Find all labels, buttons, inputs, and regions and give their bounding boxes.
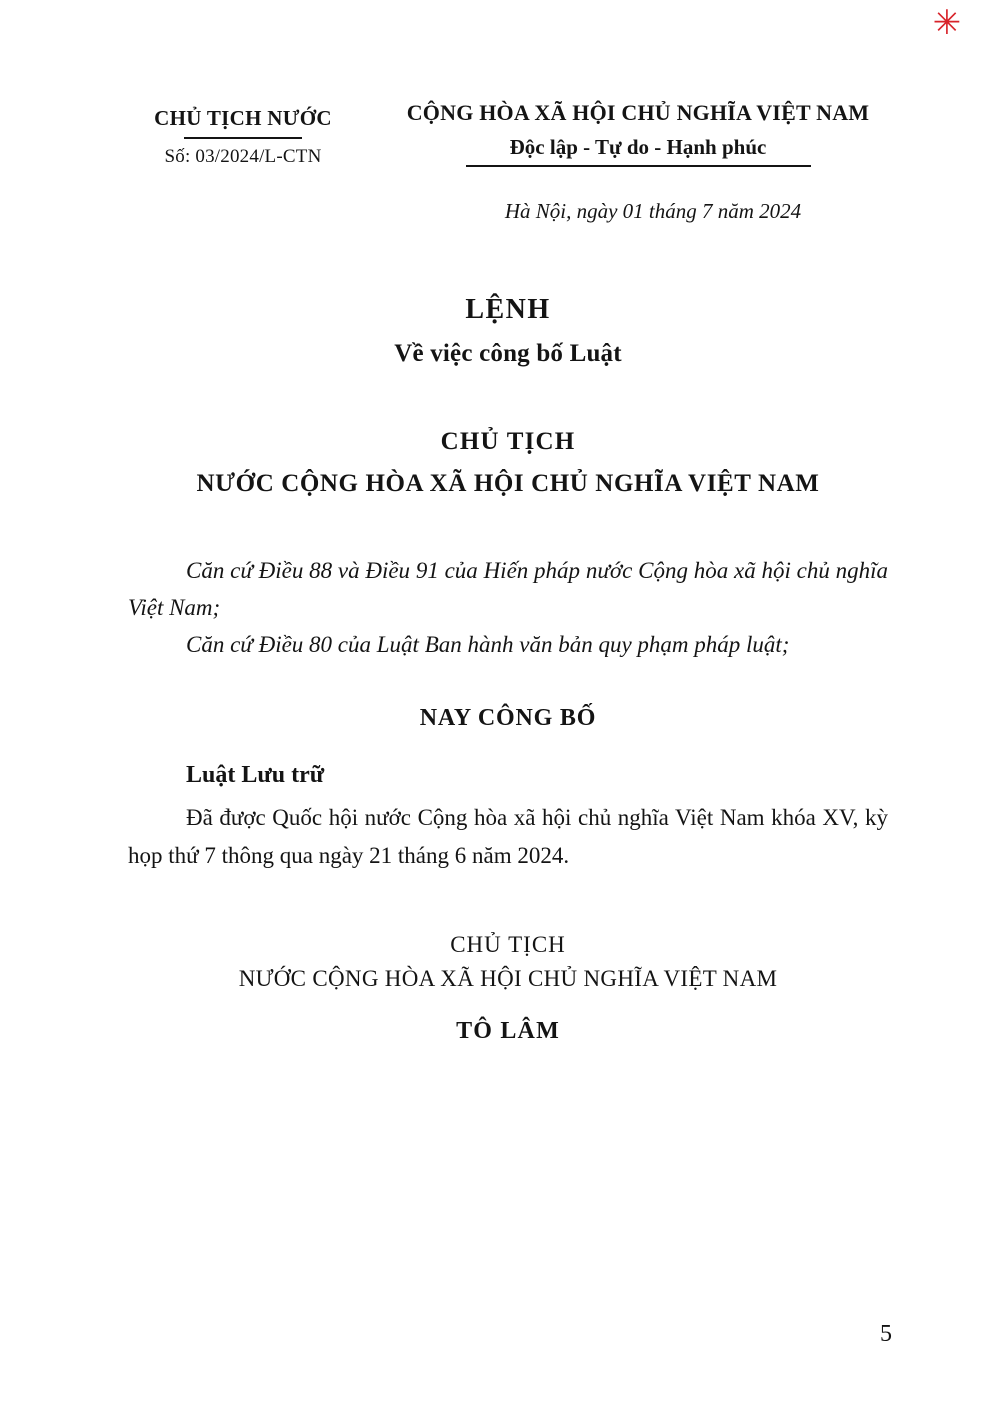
law-passage: Đã được Quốc hội nước Cộng hòa xã hội chủ nghĩa Việt Nam khóa XV, kỳ họp thứ 7 thông qua ngày 21 tháng 6 năm 2024. (128, 805, 888, 868)
document-number: Số: 03/2024/L-CTN (164, 145, 322, 167)
issuer-name: CHỦ TỊCH NƯỚC (154, 106, 332, 130)
signer-role: CHỦ TỊCH (450, 931, 566, 957)
title-block (128, 294, 888, 368)
nation-block (388, 100, 888, 224)
preamble-block (128, 552, 888, 664)
issuer-divider (184, 137, 302, 139)
page-number: 5 (880, 1321, 892, 1347)
law-passage-block (128, 799, 888, 874)
nation-name: CỘNG HÒA XÃ HỘI CHỦ NGHĨA VIỆT NAM (406, 100, 870, 125)
preamble-paragraph-2: Căn cứ Điều 80 của Luật Ban hành văn bản quy phạm pháp luật; (186, 632, 790, 658)
proclamation-heading: NAY CÔNG BỐ (419, 705, 597, 732)
signature-block (128, 932, 888, 1045)
dateline: Hà Nội, ngày 01 tháng 7 năm 2024 (504, 198, 802, 223)
document-content (128, 100, 888, 1045)
signer-state: NƯỚC CỘNG HÒA XÃ HỘI CHỦ NGHĨA VIỆT NAM (238, 965, 778, 991)
document-header (128, 100, 888, 224)
national-motto: Độc lập - Tự do - Hạnh phúc (509, 135, 767, 159)
law-name: Luật Lưu trữ (186, 762, 325, 789)
authority-state: NƯỚC CỘNG HÒA XÃ HỘI CHỦ NGHĨA VIỆT NAM (196, 469, 820, 497)
signer-name: TÔ LÂM (456, 1017, 560, 1044)
page-title: LỆNH (465, 293, 551, 325)
preamble-paragraph-1: Căn cứ Điều 88 và Điều 91 của Hiến pháp nước Cộng hòa xã hội chủ nghĩa Việt Nam; (128, 557, 888, 620)
authority-block (128, 428, 888, 498)
motto-divider (466, 165, 811, 167)
asterisk-icon: ✳ (932, 3, 962, 43)
page-subtitle: Về việc công bố Luật (394, 339, 622, 367)
authority-title: CHỦ TỊCH (440, 427, 576, 455)
issuer-block (128, 100, 358, 168)
